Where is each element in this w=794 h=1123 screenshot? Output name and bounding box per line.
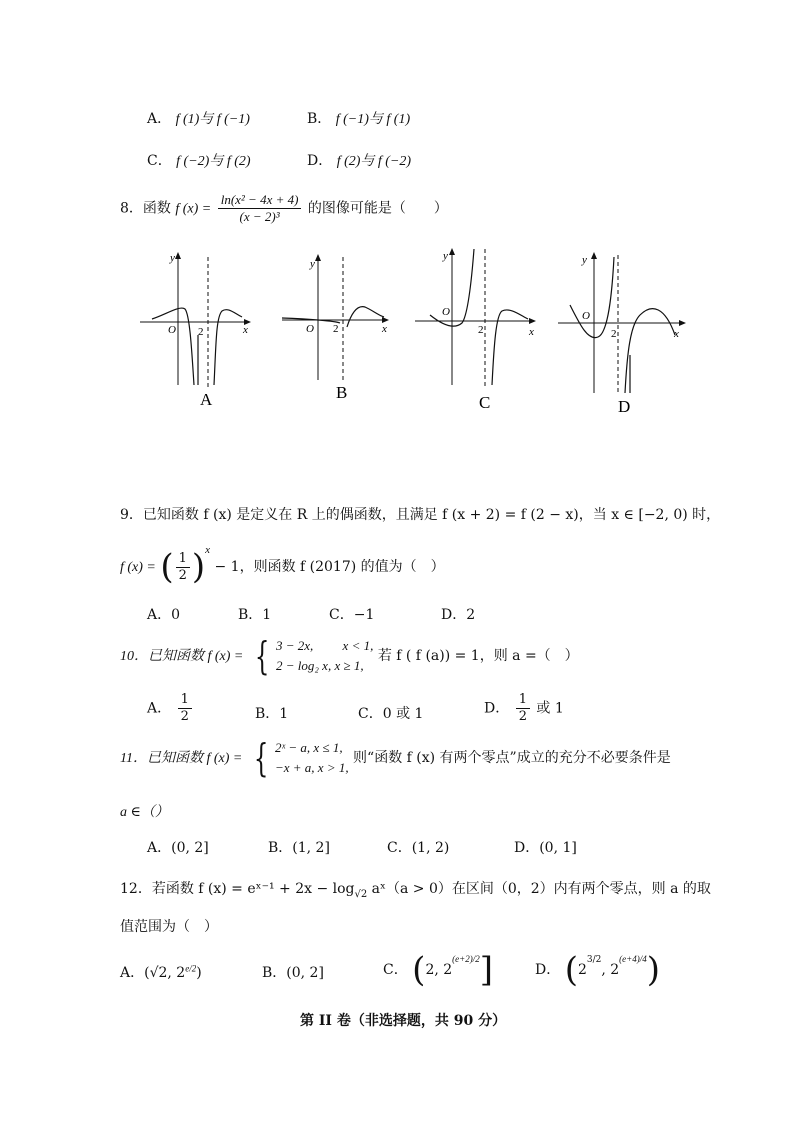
- tick-2: 2: [333, 323, 339, 335]
- q9-tail: − 1，则函数 f (2017) 的值为（ ）: [214, 559, 445, 575]
- option-letter: C．: [147, 153, 172, 169]
- option-letter: D．: [535, 962, 561, 978]
- q11-brace: {: [253, 736, 269, 780]
- q12-option-a: [120, 962, 202, 982]
- q9-fx: f (x) =: [120, 560, 156, 575]
- option-body: 2: [577, 962, 587, 978]
- question-9-line1: 9．已知函数 f (x) 是定义在 R 上的偶函数，且满足 f (x + 2) = f (2 − x)，当 x ∈ [−2, 0) 时，: [120, 507, 721, 523]
- y-axis-label: y: [310, 258, 315, 270]
- q7-option-a: [147, 108, 250, 128]
- q12-option-d: [535, 950, 660, 990]
- q12-log-base: √2: [354, 888, 368, 900]
- option-letter: A．: [147, 111, 172, 127]
- q11-case1: 2ˣ − a, x ≤ 1,: [274, 740, 343, 755]
- graph-c: [415, 249, 535, 412]
- q10-post: 若 f ( f (a)) = 1，则 a =（ ）: [377, 648, 579, 664]
- frac-den: 2: [180, 709, 189, 724]
- q12-option-b: B．(0, 2]: [262, 965, 324, 981]
- graph-d: [558, 253, 685, 416]
- option-exponent: e/2: [185, 963, 197, 974]
- right-paren: ): [191, 547, 206, 587]
- left-paren: (: [412, 950, 426, 990]
- q11-option-b: B．(1, 2]: [268, 840, 330, 856]
- option-tail: 或 1: [536, 700, 564, 717]
- tick-2: 2: [478, 324, 484, 336]
- option-letter: C．: [383, 962, 408, 978]
- question-10: [120, 636, 579, 676]
- q11-option-c: C．(1, 2): [387, 840, 450, 856]
- q9-option-c: C．−1: [329, 607, 375, 623]
- option-body: , 2: [601, 962, 620, 978]
- option-exponent: 3/2: [586, 955, 602, 965]
- graph-c-label: C: [479, 393, 491, 412]
- option-body: 2, 2: [425, 962, 453, 978]
- question-12-line2: 值范围为（ ）: [120, 919, 218, 935]
- option-letter: A．: [147, 700, 172, 717]
- q8-graphs: [130, 245, 690, 420]
- q8-numerator: ln(x² − 4x + 4): [218, 192, 302, 209]
- q10-cases: [276, 636, 373, 676]
- question-11: [120, 738, 671, 778]
- option-tail: ): [196, 965, 202, 981]
- q9-frac-num: 1: [176, 551, 190, 568]
- q10-case2: 2 − log₂ x, x ≥ 1,: [276, 658, 364, 673]
- q8-tail: 的图像可能是（ ）: [307, 200, 448, 217]
- option-text: f (1)与 f (−1): [175, 112, 250, 127]
- q11-line2: a ∈（）: [120, 805, 169, 820]
- q10-brace: {: [254, 634, 270, 678]
- q10-pre: 10．已知函数 f (x) =: [120, 649, 244, 664]
- origin-label: O: [306, 323, 314, 335]
- q8-number: 8．函数: [120, 200, 171, 217]
- graph-b: [282, 255, 388, 402]
- option-text: f (2)与 f (−2): [336, 154, 412, 169]
- q11-case2: −x + a, x > 1,: [274, 760, 349, 775]
- option-text: f (−2)与 f (2): [176, 154, 251, 169]
- q10-option-d: [484, 692, 564, 725]
- left-paren: (: [564, 950, 578, 990]
- question-8: [120, 192, 448, 225]
- option-letter: D．: [484, 700, 510, 717]
- q10-option-b: B．1: [255, 706, 289, 722]
- q9-exponent: x: [205, 544, 211, 556]
- q7-option-b: [307, 108, 410, 128]
- q8-fraction: [218, 192, 302, 225]
- q12-mid: aˣ（a > 0）在区间（0，2）内有两个零点，则 a 的取: [367, 881, 711, 897]
- left-paren: (: [160, 547, 174, 587]
- question-12-line1: [120, 878, 711, 900]
- q10-case1: 3 − 2x, x < 1,: [276, 638, 374, 653]
- q8-denominator: (x − 2)³: [239, 209, 280, 224]
- q11-option-a: A．(0, 2]: [147, 840, 209, 856]
- frac-num: 1: [516, 692, 530, 709]
- option-exponent: (e+2)/2: [452, 954, 480, 964]
- q7-option-c: [147, 150, 251, 170]
- q11-cases: [275, 738, 349, 778]
- option-letter: D．: [307, 153, 333, 169]
- q9-frac-den: 2: [178, 567, 187, 583]
- q9-option-b: B．1: [238, 607, 272, 623]
- graph-d-label: D: [618, 397, 631, 416]
- q10-option-c: C．0 或 1: [358, 706, 424, 722]
- q7-option-d: [307, 150, 411, 170]
- question-9-line2: [120, 544, 445, 587]
- right-paren: ): [646, 950, 660, 990]
- option-text: f (−1)与 f (1): [335, 112, 411, 127]
- origin-label: O: [582, 310, 590, 322]
- option-exponent: (e+4)/4: [619, 954, 647, 964]
- q9-option-a: A．0: [147, 607, 181, 623]
- graph-a: [140, 252, 250, 409]
- q11-post: 则“函数 f (x) 有两个零点”成立的充分不必要条件是: [353, 750, 671, 766]
- q12-option-c: [383, 950, 493, 990]
- right-bracket: ]: [479, 950, 493, 990]
- tick-2: 2: [611, 328, 617, 340]
- q10-a-fraction: [178, 692, 192, 725]
- y-axis-label: y: [443, 250, 448, 262]
- origin-label: O: [442, 306, 450, 318]
- origin-label: O: [168, 324, 176, 336]
- q12-pre: 12．若函数 f (x) = eˣ⁻¹ + 2x − log: [120, 881, 355, 897]
- section-title: 第 II 卷（非选择题，共 90 分）: [300, 1013, 507, 1029]
- frac-num: 1: [178, 692, 192, 709]
- q11-option-d: D．(0, 1]: [514, 840, 577, 856]
- x-axis-label: x: [529, 326, 534, 338]
- graph-a-label: A: [200, 390, 213, 409]
- q9-fraction: [176, 551, 190, 584]
- option-letter: B．: [307, 111, 332, 127]
- q10-option-a: [147, 692, 194, 725]
- y-axis-label: y: [582, 254, 587, 266]
- x-axis-label: x: [243, 324, 248, 336]
- q8-fx: f (x) =: [175, 201, 212, 217]
- q11-pre: 11．已知函数 f (x) =: [120, 751, 243, 766]
- frac-den: 2: [518, 709, 527, 724]
- x-axis-label: x: [382, 323, 387, 335]
- x-axis-label: x: [674, 328, 679, 340]
- q9-option-d: D．2: [441, 607, 476, 623]
- graph-b-label: B: [336, 383, 348, 402]
- y-axis-label: y: [170, 252, 175, 264]
- option-body: A．(√2, 2: [120, 965, 186, 981]
- tick-2: 2: [198, 326, 204, 338]
- q10-d-fraction: [516, 692, 530, 725]
